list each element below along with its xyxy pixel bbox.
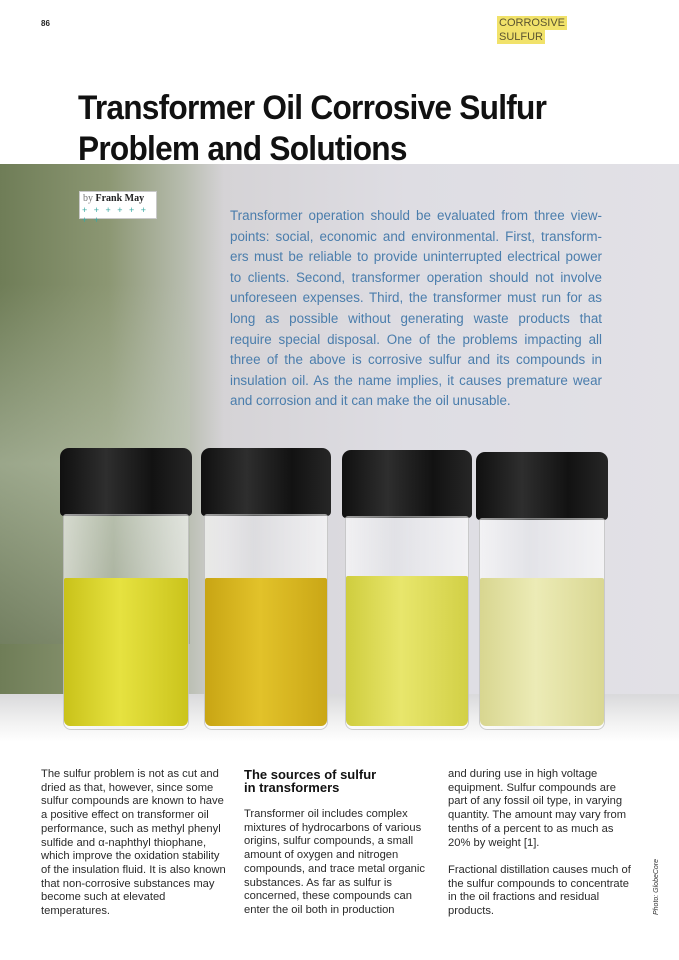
- byline-box: [79, 191, 157, 225]
- section-tag: [497, 16, 567, 44]
- column-3: [448, 768, 638, 932]
- column-1-paragraph: The sulfur problem is not as cut and dried as that, however, since some sulfur compounds are known to have a positive effect on transformer oil performance, such as methyl phenyl sulfide and α-naphthyl thiophane, which improve the oxidation stability of the insulation fluid. It is also known that non-corrosive substances may become such at elevated temperatures.: [41, 768, 226, 918]
- oil-vial-3: [342, 450, 472, 730]
- section-heading-line-1: The sources of sulfur: [244, 767, 377, 782]
- article-title: [78, 88, 599, 170]
- author-name: Frank May: [95, 193, 145, 204]
- vial-oil: [64, 578, 188, 726]
- byline: [83, 193, 144, 204]
- vial-cap: [201, 448, 331, 516]
- byline-decoration: + + + + + + + +: [82, 205, 149, 225]
- oil-vial-2: [201, 448, 331, 730]
- vial-oil: [346, 576, 468, 726]
- section-heading-line-2: in transformers: [244, 780, 340, 795]
- section-heading: [244, 768, 434, 794]
- article-title-line-2: Problem and Solutions: [78, 130, 407, 168]
- column-3-paragraph-2: Fractional distillation causes much of the sulfur compounds to concentrate in the oil fractions and residual products.: [448, 863, 631, 918]
- column-2: [244, 768, 434, 931]
- section-tag-line-1: CORROSIVE: [499, 17, 566, 29]
- lead-paragraph: Transformer operation should be evaluated from three view-points: social, economic and environmental. First, transform-ers must be reliable to provide uninterrupted electrical power to clients. Second, transformer operation should not involve unforeseen expenses. Third, the transformer must run for as long as possible without generating waste products that require special disposal. One of the problems impacting all three of the above is corrosive sulfur and its compounds in insulation oil. As the name implies, it causes premature wear and corrosion and it can make the oil unusable.: [230, 208, 602, 409]
- oil-vial-1: [60, 448, 192, 730]
- vial-cap: [476, 452, 608, 520]
- article-title-line-1: Transformer Oil Corrosive Sulfur: [78, 89, 547, 127]
- vial-cap: [342, 450, 472, 518]
- column-2-paragraph: Transformer oil includes complex mixtures of hydrocarbons of various origins, sulfur compounds, a small amount of oxygen and nitrogen compounds, and trace metal organic substances. As far as sulfur is concerned, these compounds can enter the oil both in production: [244, 808, 425, 916]
- byline-by: by: [83, 193, 93, 204]
- section-tag-line-2: SULFUR: [499, 31, 544, 43]
- oil-vial-4: [476, 452, 608, 730]
- column-1: [41, 768, 231, 932]
- vial-oil: [205, 578, 327, 726]
- page-number: 86: [41, 19, 50, 28]
- column-3-paragraph-1: and during use in high voltage equipment. Sulfur compounds are part of any fossil oil type, in varying quantity. The amount may vary from tenths of a percent to as much as 20% by weight [1].: [448, 768, 627, 849]
- vial-oil: [480, 578, 604, 726]
- photo-credit: Photo: GlobeCore: [653, 858, 660, 915]
- vial-cap: [60, 448, 192, 516]
